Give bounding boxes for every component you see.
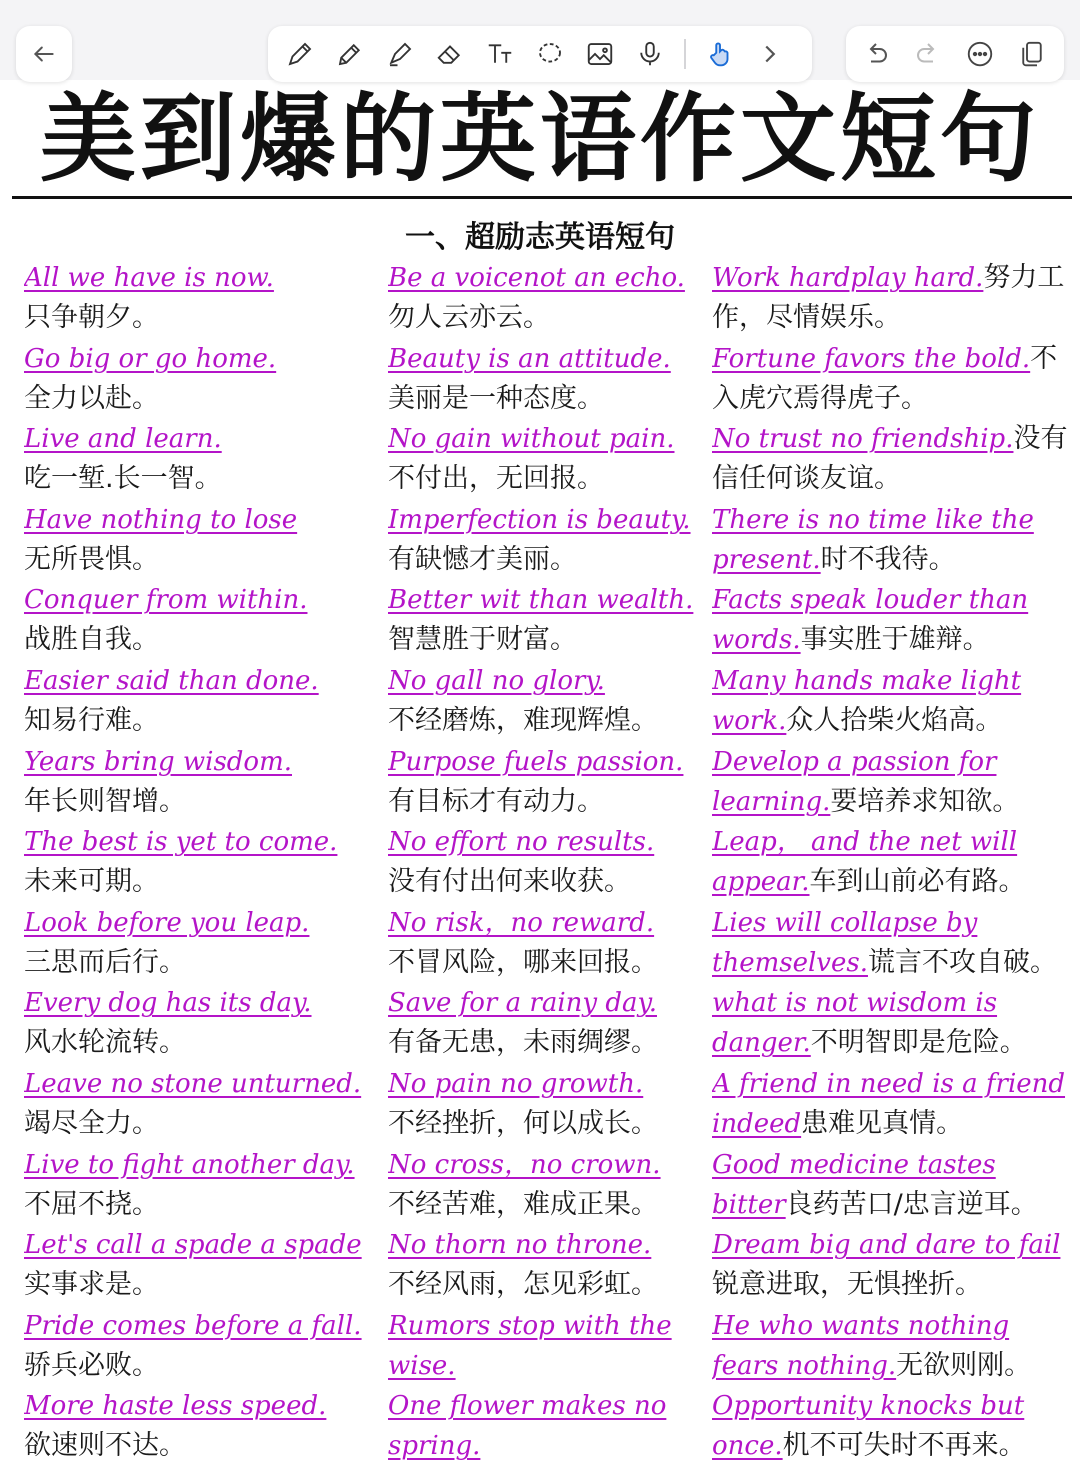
chinese-translation: 众人拾柴火焰高。 xyxy=(786,704,1003,736)
english-phrase: Fortune favors the bold. xyxy=(712,343,1031,374)
english-phrase: No gall no glory. xyxy=(388,665,605,696)
english-phrase: One flower makes no spring. xyxy=(388,1391,667,1462)
phrase-entry xyxy=(388,983,708,1064)
chinese-translation: 车到山前必有路。 xyxy=(809,866,1026,898)
english-phrase: Leap， and the net will appear. xyxy=(712,827,1018,898)
english-phrase: There is no time like the present. xyxy=(712,504,1034,575)
phrase-entry xyxy=(24,742,384,823)
chinese-translation: 实事求是。 xyxy=(24,1269,159,1301)
chinese-translation: 不付出，无回报。 xyxy=(388,463,604,495)
phrase-entry xyxy=(712,661,1072,742)
microphone-tool-button[interactable] xyxy=(628,32,672,76)
phrase-entry xyxy=(24,822,384,903)
chinese-translation: 风水轮流转。 xyxy=(24,1027,186,1059)
pages-button[interactable] xyxy=(1010,32,1054,76)
english-phrase: Leave no stone unturned. xyxy=(24,1068,362,1099)
chinese-translation: 不明智即是危险。 xyxy=(810,1027,1027,1059)
english-phrase: Go big or go home. xyxy=(24,343,277,374)
chinese-translation: 智慧胜于财富。 xyxy=(388,624,577,656)
phrase-entry xyxy=(712,983,1072,1064)
phrase-entry xyxy=(388,822,708,903)
english-phrase: No effort no results. xyxy=(388,827,655,858)
english-phrase: Easier said than done. xyxy=(24,665,319,696)
phrase-entry xyxy=(24,661,384,742)
phrase-column-3 xyxy=(712,258,1072,1467)
phrase-entry xyxy=(24,1225,384,1306)
chinese-translation: 不经风雨，怎见彩虹。 xyxy=(388,1269,658,1301)
eraser-icon xyxy=(435,39,465,69)
lasso-icon xyxy=(535,39,565,69)
chinese-translation: 无所畏惧。 xyxy=(24,543,159,575)
phrase-entry xyxy=(712,1386,1072,1467)
english-phrase: Live to fight another day. xyxy=(24,1149,355,1180)
english-phrase: Imperfection is beauty. xyxy=(388,504,691,535)
chinese-translation: 机不可失时不再来。 xyxy=(782,1430,1026,1462)
chinese-translation: 勿人云亦云。 xyxy=(388,302,550,333)
phrase-entry xyxy=(24,500,384,581)
english-phrase: Facts speak louder than words. xyxy=(712,585,1029,656)
image-icon xyxy=(585,39,615,69)
chinese-translation: 良药苦口/忠言逆耳。 xyxy=(785,1188,1038,1220)
phrase-entry xyxy=(388,419,708,500)
hand-tool-button[interactable] xyxy=(698,32,742,76)
chinese-translation: 谎言不攻自破。 xyxy=(867,946,1057,978)
chinese-translation: 不冒风险，哪来回报。 xyxy=(388,946,658,978)
chinese-translation: 战胜自我。 xyxy=(24,624,159,656)
highlighter-tool-button[interactable] xyxy=(378,32,422,76)
english-phrase: No risk，no reward. xyxy=(388,907,655,938)
english-phrase: Develop a passion for learning. xyxy=(712,746,997,817)
english-phrase: A friend in need is a friend indeed xyxy=(712,1068,1066,1139)
phrase-entry xyxy=(712,339,1072,420)
phrase-entry xyxy=(712,1064,1072,1145)
english-phrase: Work hardplay hard. xyxy=(712,263,984,293)
english-phrase: Live and learn. xyxy=(24,424,222,455)
phrase-entry xyxy=(388,661,708,742)
english-phrase: Pride comes before a fall. xyxy=(24,1310,362,1341)
eraser-tool-button[interactable] xyxy=(428,32,472,76)
lasso-tool-button[interactable] xyxy=(528,32,572,76)
english-phrase: No gain without pain. xyxy=(388,424,675,455)
english-phrase: No cross，no crown. xyxy=(388,1149,661,1180)
english-phrase: Opportunity knocks but once. xyxy=(712,1391,1025,1462)
chinese-translation: 不经磨炼，难现辉煌。 xyxy=(388,704,658,736)
english-phrase: Let's call a spade a spade xyxy=(24,1230,362,1261)
phrase-entry xyxy=(712,1145,1072,1226)
english-phrase: No thorn no throne. xyxy=(388,1230,652,1261)
chinese-translation: 年长则智增。 xyxy=(24,785,186,817)
back-button[interactable] xyxy=(16,26,72,82)
english-phrase: Look before you leap. xyxy=(24,907,310,938)
english-phrase: Conquer from within. xyxy=(24,585,308,616)
undo-icon xyxy=(861,39,891,69)
pen-icon xyxy=(285,39,315,69)
phrase-entry xyxy=(24,903,384,984)
undo-button[interactable] xyxy=(854,32,898,76)
phrase-entry xyxy=(24,339,384,420)
english-phrase: Years bring wisdom. xyxy=(24,746,292,777)
chinese-translation: 骄兵必败。 xyxy=(24,1349,159,1381)
phrase-entry xyxy=(712,500,1072,581)
text-tool-button[interactable] xyxy=(478,32,522,76)
chinese-translation: 吃一堑.长一智。 xyxy=(24,463,222,495)
tool-palette xyxy=(268,26,812,82)
phrase-entry xyxy=(712,822,1072,903)
hand-pointer-icon xyxy=(705,39,735,69)
chinese-translation: 不经挫折，何以成长。 xyxy=(388,1107,658,1139)
english-phrase: Save for a rainy day. xyxy=(388,988,657,1019)
redo-icon xyxy=(913,39,943,69)
phrase-entry xyxy=(712,903,1072,984)
phrase-entry xyxy=(712,258,1072,339)
phrase-entry xyxy=(388,500,708,581)
english-phrase: Every dog has its day. xyxy=(24,988,312,1019)
image-tool-button[interactable] xyxy=(578,32,622,76)
chinese-translation: 不入虎穴焉得虎子。 xyxy=(712,342,1058,414)
chinese-translation: 无欲则刚。 xyxy=(896,1349,1032,1381)
phrase-entry xyxy=(24,1306,384,1387)
chinese-translation: 未来可期。 xyxy=(24,866,159,898)
chinese-translation: 全力以赴。 xyxy=(24,382,159,414)
phrase-entry xyxy=(24,1386,384,1467)
phrase-entry xyxy=(388,742,708,823)
chinese-translation: 努力工作，尽情娱乐。 xyxy=(712,262,1065,333)
chinese-translation: 锐意进取，无惧挫折。 xyxy=(712,1269,982,1301)
phrase-entry xyxy=(24,580,384,661)
more-icon xyxy=(965,39,995,69)
phrase-column-1 xyxy=(24,258,384,1467)
chinese-translation: 没有信任何谈友谊。 xyxy=(712,423,1068,495)
english-phrase: Purpose fuels passion. xyxy=(388,746,684,777)
redo-button[interactable] xyxy=(906,32,950,76)
phrase-entry xyxy=(712,419,1072,500)
phrase-entry xyxy=(24,1145,384,1226)
english-phrase: Rumors stop with the wise. xyxy=(388,1310,672,1381)
section-title: 一、超励志英语短句 xyxy=(405,220,675,255)
english-phrase: Good medicine tastes bitter xyxy=(712,1149,996,1220)
pencil-tool-button[interactable] xyxy=(328,32,372,76)
chinese-translation: 美丽是一种态度。 xyxy=(388,382,604,414)
chinese-translation: 要培养求知欲。 xyxy=(830,785,1020,817)
chinese-translation: 只争朝夕。 xyxy=(24,302,159,333)
phrase-entry xyxy=(24,1064,384,1145)
english-phrase: Lies will collapse by themselves. xyxy=(712,907,978,978)
phrase-entry xyxy=(388,580,708,661)
english-phrase: Have nothing to lose xyxy=(24,504,298,535)
pen-tool-button[interactable] xyxy=(278,32,322,76)
more-tools-button[interactable] xyxy=(748,32,792,76)
phrase-entry xyxy=(388,1064,708,1145)
phrase-entry xyxy=(712,1225,1072,1306)
english-phrase: Many hands make light work. xyxy=(712,665,1022,736)
microphone-icon xyxy=(635,39,665,69)
chinese-translation: 三思而后行。 xyxy=(24,946,186,978)
english-phrase: Dream big and dare to fail xyxy=(712,1230,1061,1261)
phrase-entry xyxy=(388,1225,708,1306)
chinese-translation: 患难见真情。 xyxy=(801,1107,964,1139)
chevron-right-icon xyxy=(755,39,785,69)
phrase-entry xyxy=(712,1306,1072,1387)
phrase-entry xyxy=(24,419,384,500)
chinese-translation: 有缺憾才美丽。 xyxy=(388,543,577,575)
chinese-translation: 时不我待。 xyxy=(820,543,956,575)
actions-palette xyxy=(846,26,1064,82)
chinese-translation: 有备无患，未雨绸缪。 xyxy=(388,1027,658,1059)
english-phrase: No pain no growth. xyxy=(388,1068,644,1099)
phrase-entry xyxy=(388,258,708,339)
title-underline xyxy=(12,196,1072,199)
chinese-translation: 欲速则不达。 xyxy=(24,1430,186,1462)
chinese-translation: 事实胜于雄辩。 xyxy=(800,624,990,656)
english-phrase: what is not wisdom is danger. xyxy=(712,988,998,1059)
more-options-button[interactable] xyxy=(958,32,1002,76)
english-phrase: Better wit than wealth. xyxy=(388,585,694,616)
app-toolbar xyxy=(0,0,1080,80)
chinese-translation: 知易行难。 xyxy=(24,704,159,736)
phrase-entry xyxy=(388,1145,708,1226)
english-phrase: All we have is now. xyxy=(24,263,274,293)
english-phrase: The best is yet to come. xyxy=(24,827,338,858)
phrase-entry xyxy=(388,903,708,984)
text-icon xyxy=(485,39,515,69)
phrase-entry xyxy=(712,742,1072,823)
pencil-icon xyxy=(335,39,365,69)
chinese-translation: 不屈不挠。 xyxy=(24,1188,159,1220)
english-phrase: More haste less speed. xyxy=(24,1391,327,1422)
phrase-column-2 xyxy=(388,258,708,1467)
chinese-translation: 有目标才有动力。 xyxy=(388,785,604,817)
english-phrase: No trust no friendship. xyxy=(712,424,1014,455)
phrase-entry xyxy=(712,580,1072,661)
phrase-entry xyxy=(388,1386,708,1467)
phrase-entry xyxy=(24,258,384,339)
phrase-entry xyxy=(24,983,384,1064)
english-phrase: Be a voicenot an echo. xyxy=(388,263,685,293)
english-phrase: Beauty is an attitude. xyxy=(388,343,671,374)
arrow-left-icon xyxy=(31,41,57,67)
chinese-translation: 竭尽全力。 xyxy=(24,1107,159,1139)
phrase-entry xyxy=(388,339,708,420)
page-title: 美到爆的英语作文短句 xyxy=(40,82,1040,195)
chinese-translation: 不经苦难，难成正果。 xyxy=(388,1188,658,1220)
english-phrase: He who wants nothing fears nothing. xyxy=(712,1310,1010,1381)
phrase-entry xyxy=(388,1306,708,1387)
pages-icon xyxy=(1017,39,1047,69)
chinese-translation: 没有付出何来收获。 xyxy=(388,866,631,898)
highlighter-icon xyxy=(385,39,415,69)
toolbar-divider xyxy=(684,39,686,69)
